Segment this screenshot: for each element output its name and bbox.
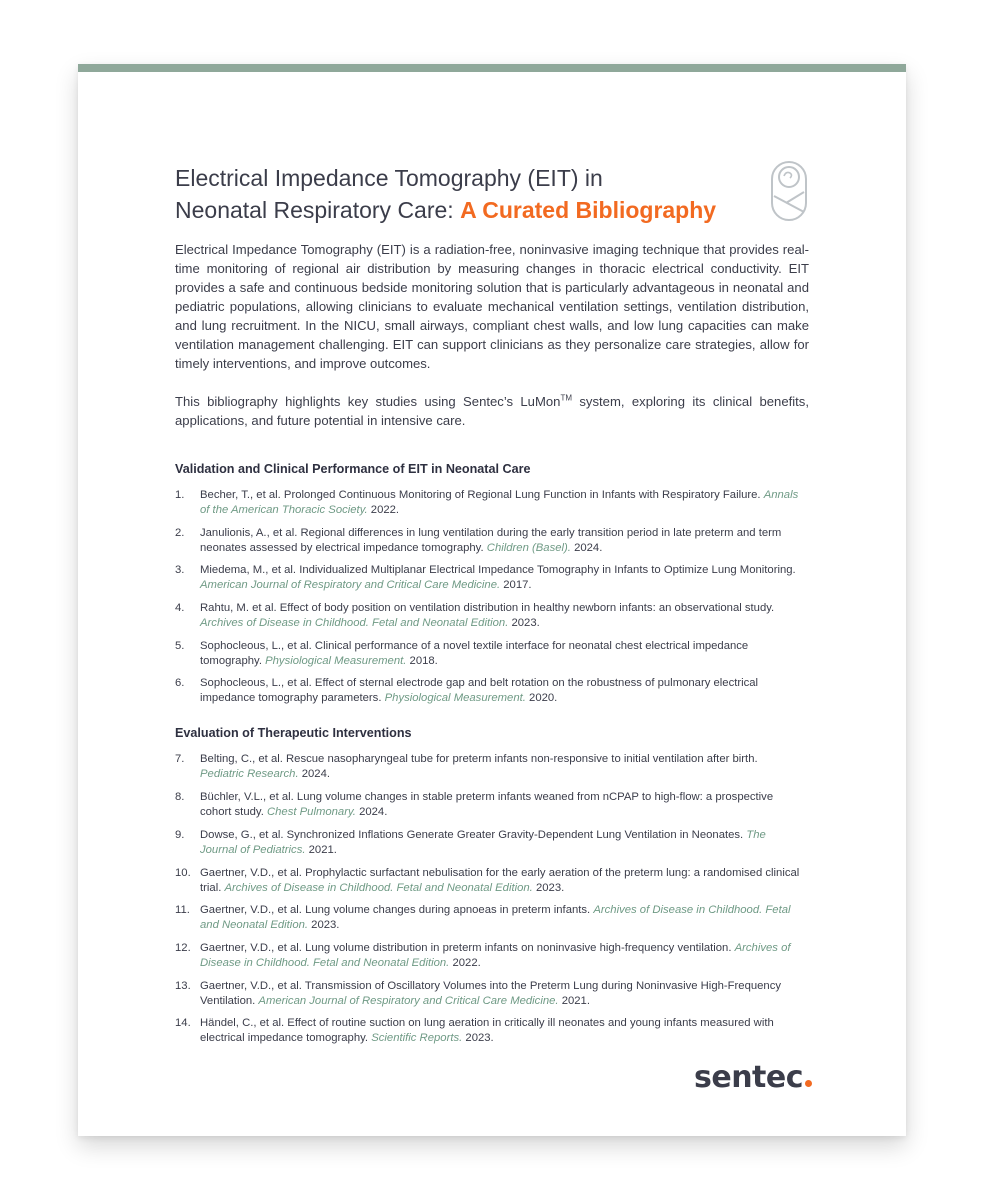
top-accent-bar [78,64,906,72]
reference-number: 5. [175,639,185,652]
trademark-mark: TM [560,393,573,403]
reference-year: 2017. [503,579,532,592]
reference-item [175,828,800,858]
reference-text: Miedema, M., et al. Individualized Multiplanar Electrical Impedance Tomography in Infants to Optimize Lung Monitoring. [200,564,796,577]
reference-item [175,601,800,631]
reference-year: 2018. [409,654,438,667]
reference-number: 8. [175,791,185,804]
reference-number: 9. [175,828,185,841]
reference-year: 2020. [529,692,558,705]
reference-text: Becher, T., et al. Prolonged Continuous Monitoring of Regional Lung Function in Infants with Respiratory Failure. [200,489,761,501]
reference-text: Gaertner, V.D., et al. Lung volume changes during apnoeas in preterm infants. [200,904,591,917]
reference-journal: Archives of Disease in Childhood. Fetal and Neonatal Edition. [200,617,509,630]
reference-journal: Children (Basel). [486,541,571,554]
reference-number: 4. [175,602,185,615]
reference-year: 2023. [465,1032,494,1045]
logo-orange-dot [805,1080,812,1087]
reference-text: Belting, C., et al. Rescue nasopharyngeal tube for preterm infants non-responsive to initial ventilation after birth. [200,753,758,766]
bibliography-sections [175,461,809,1046]
reference-text: Janulionis, A., et al. Regional differences in lung ventilation during the early transition period in late preterm and term neonates assessed by electrical impedance tomography. [200,526,782,554]
reference-text: Gaertner, V.D., et al. Transmission of Oscillatory Volumes into the Preterm Lung during Noninvasive High-Frequency Ventilation. [200,979,782,1007]
reference-text: Rahtu, M. et al. Effect of body position on ventilation distribution in healthy newborn infants: an observational study. [200,602,775,615]
reference-item [175,676,800,706]
reference-journal: Archives of Disease in Childhood. Fetal and Neonatal Edition. [224,881,533,894]
reference-number: 14. [175,1017,191,1030]
reference-number: 12. [175,941,191,954]
reference-journal: Physiological Measurement. [265,654,407,667]
reference-journal: Archives of Disease in Childhood. Fetal and Neonatal Edition. [200,941,791,969]
reference-list [175,488,809,706]
reference-item [175,790,800,820]
reference-number: 2. [175,526,185,539]
reference-item [175,752,800,782]
reference-number: 1. [175,489,185,501]
reference-journal: Pediatric Research. [200,768,299,781]
reference-number: 7. [175,753,185,766]
bibliography-summary [175,392,809,430]
summary-text-start: This bibliography highlights key studies using Sentec’s LuMon [175,394,561,409]
reference-number: 6. [175,677,185,690]
reference-journal: Archives of Disease in Childhood. Fetal and Neonatal Edition. [200,904,791,932]
reference-year: 2021. [308,843,337,856]
title-line-2: Neonatal Respiratory Care: [175,197,461,223]
logo-text: sentec [694,1060,804,1095]
reference-list [175,752,809,1046]
reference-year: 2022. [452,956,481,969]
reference-text: Sophocleous, L., et al. Effect of sternal electrode gap and belt rotation on the robustness of pulmonary electrical impedance tomography parameters. [200,677,759,705]
reference-journal: American Journal of Respiratory and Critical Care Medicine. [258,994,559,1007]
reference-year: 2024. [301,768,330,781]
reference-year: 2022. [370,504,400,516]
reference-item [175,979,800,1009]
reference-number: 3. [175,564,185,577]
reference-item [175,866,800,896]
reference-year: 2024. [359,806,388,819]
reference-text: Sophocleous, L., et al. Clinical performance of a novel textile interface for neonatal chest electrical impedance tomography. [200,639,749,667]
reference-journal: Physiological Measurement. [384,692,526,705]
reference-item [175,488,800,518]
reference-text: Dowse, G., et al. Synchronized Inflations Generate Greater Gravity-Dependent Lung Ventilation in Neonates. [200,828,744,841]
reference-item [175,903,800,933]
reference-item [175,639,800,669]
reference-journal: Chest Pulmonary. [266,806,356,819]
title-accent: A Curated Bibliography [460,197,717,223]
summary-text-end: system, exploring its clinical benefits, applications, and future potential in intensive care. [175,394,809,428]
section-heading: Evaluation of Therapeutic Interventions [175,726,412,741]
reference-journal: American Journal of Respiratory and Critical Care Medicine. [200,579,501,592]
reference-item [175,941,800,971]
reference-journal: The Journal of Pediatrics. [200,828,766,856]
reference-text: Büchler, V.L., et al. Lung volume changes in stable preterm infants weaned from nCPAP to high-flow: a prospective cohort study. [200,791,774,819]
reference-year: 2024. [574,541,603,554]
reference-number: 10. [175,866,191,879]
reference-number: 11. [175,904,190,917]
reference-text: Händel, C., et al. Effect of routine suction on lung aeration in critically ill neonates and young infants measured with electrical impedance tomography. [200,1017,774,1045]
reference-year: 2023. [535,881,565,894]
sentec-logo [694,1060,812,1095]
reference-journal: Scientific Reports. [371,1032,463,1045]
reference-item [175,563,800,593]
content-column [175,162,809,1054]
reference-item [175,526,800,556]
section-heading: Validation and Clinical Performance of EIT in Neonatal Care [175,462,531,476]
reference-year: 2023. [511,617,540,630]
page-title [175,162,735,226]
reference-journal: Annals of the American Thoracic Society. [200,489,799,516]
reference-item [175,1016,800,1046]
reference-number: 13. [175,979,191,992]
reference-year: 2023. [311,919,340,932]
document-page [78,64,906,1136]
reference-year: 2021. [561,994,590,1007]
reference-text: Gaertner, V.D., et al. Prophylactic surfactant nebulisation for the early aeration of the preterm lung: a randomised clinical trial. [200,866,800,894]
reference-text: Gaertner, V.D., et al. Lung volume distribution in preterm infants on noninvasive high-frequency ventilation. [200,941,732,954]
title-line-1: Electrical Impedance Tomography (EIT) in [175,165,603,191]
intro-paragraph: Electrical Impedance Tomography (EIT) is a radiation-free, noninvasive imaging technique that provides real-time monitoring of regional air distribution by measuring changes in thoracic electrical conductivity. EIT provides a safe and continuous bedside monitoring solution that is particularly advantageous in neonatal and pediatric populations, allowing clinicians to evaluate mechanical ventilation settings, ventilation distribution, and lung recruitment. In the NICU, small airways, compliant chest walls, and low lung capacities can make ventilation management challenging. EIT can support clinicians as they personalize care strategies, allow for timely interventions, and improve outcomes. [175,242,809,371]
